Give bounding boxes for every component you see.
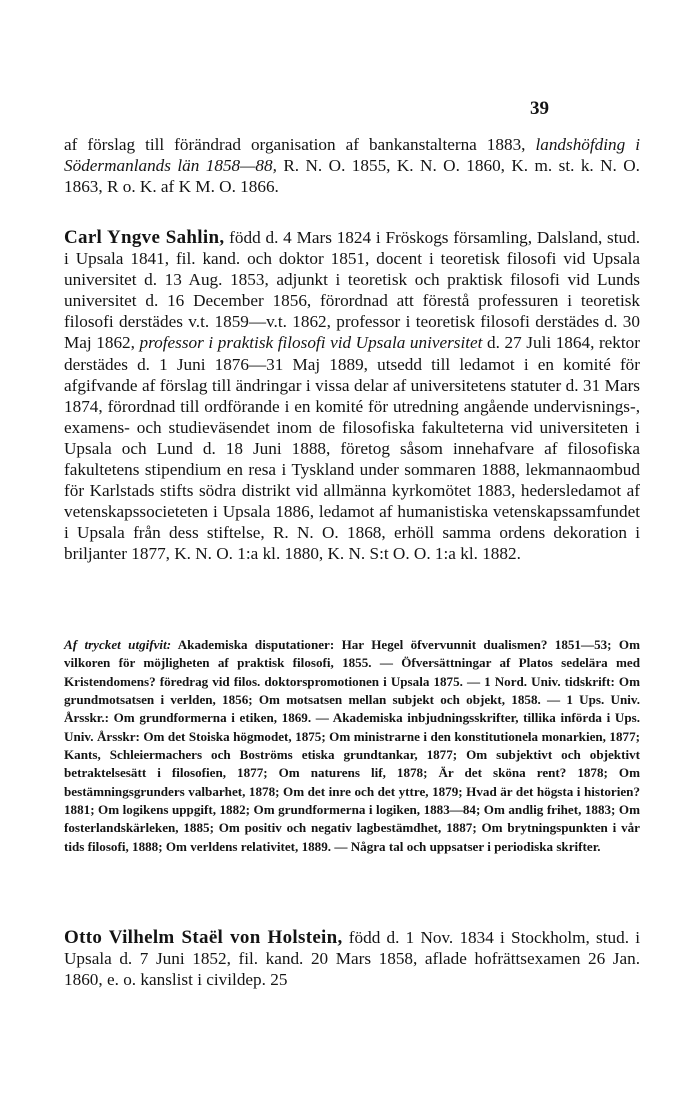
- entry-name-sahlin: Carl Yngve Sahlin,: [64, 227, 225, 248]
- entry-italic-sahlin: professor i praktisk filosofi vid Upsala universitet: [139, 333, 483, 353]
- intro-paragraph: [64, 134, 640, 197]
- works-paragraph: [64, 636, 640, 856]
- works-text: Akademiska disputationer: Har Hegel öfvervunnit dualismen? 1851—53; Om vilkoren för möjligheten af praktisk filosofi, 1855. — Öfversättningar af Platos sedelära med Kristendomens? föredrag vid filos. doktorspromotionen i Upsala 1875. — 1 Nord. Univ. tidskrift: Om grundmotsatsen i verlden, 1856; Om motsatsen mellan subjekt och objekt, 1858. — 1 Ups. Univ. Årsskr.: Om grundformerna i etiken, 1869. — Akademiska inbjudningsskrifter, tillika införda i Ups. Univ. Årsskr: Om det Stoiska högmodet, 1875; Om ministrarne i den konstitutionela monarkien, 1877; Kants, Schleiermachers och Boströms etiska grundtankar, 1877; Om subjektivt och objektivt betraktelsesätt i filosofien, 1877; Om naturens lif, 1878; Är det sköna rent? 1878; Om bestämningsgrunders valbarhet, 1878; Om det inre och det yttre, 1879; Hvad är det högsta i historien? 1881; Om logikens uppgift, 1882; Om grundformerna i logiken, 1883—84; Om andlig frihet, 1883; Om fosterlandskärleken, 1885; Om positiv och negativ lagbestämdhet, 1887; Om brytningspunkten i vår tids filosofi, 1888; Om verldens relativitet, 1889. — Några tal och uppsatser i periodiska skrifter.: [64, 637, 640, 854]
- entry-name-stael: Otto Vilhelm Staël von Holstein,: [64, 927, 343, 948]
- intro-text-1: af förslag till förändrad organisation af bankanstalterna 1883,: [64, 135, 536, 154]
- entry-sahlin: [64, 227, 640, 565]
- entry-text-sahlin-1: född d. 4 Mars 1824 i Fröskogs församling, Dalsland, stud. i Upsala 1841, fil. kand. och doktor 1851, docent i teoretisk filosofi vid Upsala universitet d. 13 Aug. 1853, adjunkt i teoretisk och praktisk filosofi vid Lunds universitet d. 16 December 1856, förordnad att förestå professuren i teoretisk filosofi derstädes v.t. 1859—v.t. 1862, professor i teoretisk filosofi derstädes d. 30 Maj 1862,: [64, 228, 640, 353]
- works-label: Af trycket utgifvit:: [64, 637, 172, 652]
- entry-text-stael: född d. 1 Nov. 1834 i Stockholm, stud. i Upsala d. 7 Juni 1852, fil. kand. 20 Mars 1858, aflade hofrättsexamen 26 Jan. 1860, e. o. kanslist i civildep. 25: [64, 928, 640, 990]
- page-number: 39: [530, 98, 549, 119]
- entry-stael: [64, 927, 640, 990]
- intro-text-2: R. N. O. 1855, K. N. O. 1860, K. m. st. k. N. O. 1863, R o. K. af K M. O. 1866.: [64, 156, 640, 197]
- intro-italic: landshöfding i Södermanlands län 1858—88,: [64, 135, 641, 176]
- entry-text-sahlin-2: d. 27 Juli 1864, rektor derstädes d. 1 Juni 1876—31 Maj 1889, utsedd till ledamot i en komité för afgifvande af förslag till ändringar i vissa delar af universitetens statuter d. 31 Mars 1874, förordnad till ordförande i en komité för utredning angående undervisnings-, examens- och studieväsendet inom de filosofiska fakulteterna vid universiteten i Upsala och Lund d. 18 Juni 1888, företog såsom innehafvare af filosofiska fakultetens stipendium en resa i Tyskland under sommaren 1888, lekmannaombud för Karlstads stifts södra distrikt vid allmänna kyrkomötet 1883, hedersledamot af vetenskapssocieteten i Upsala 1886, ledamot af humanistiska vetenskapssamfundet i Upsala från dess stiftelse, R. N. O. 1868, erhöll samma ordens dekoration i briljanter 1877, K. N. O. 1:a kl. 1880, K. N. S:t O. O. 1:a kl. 1882.: [64, 333, 640, 564]
